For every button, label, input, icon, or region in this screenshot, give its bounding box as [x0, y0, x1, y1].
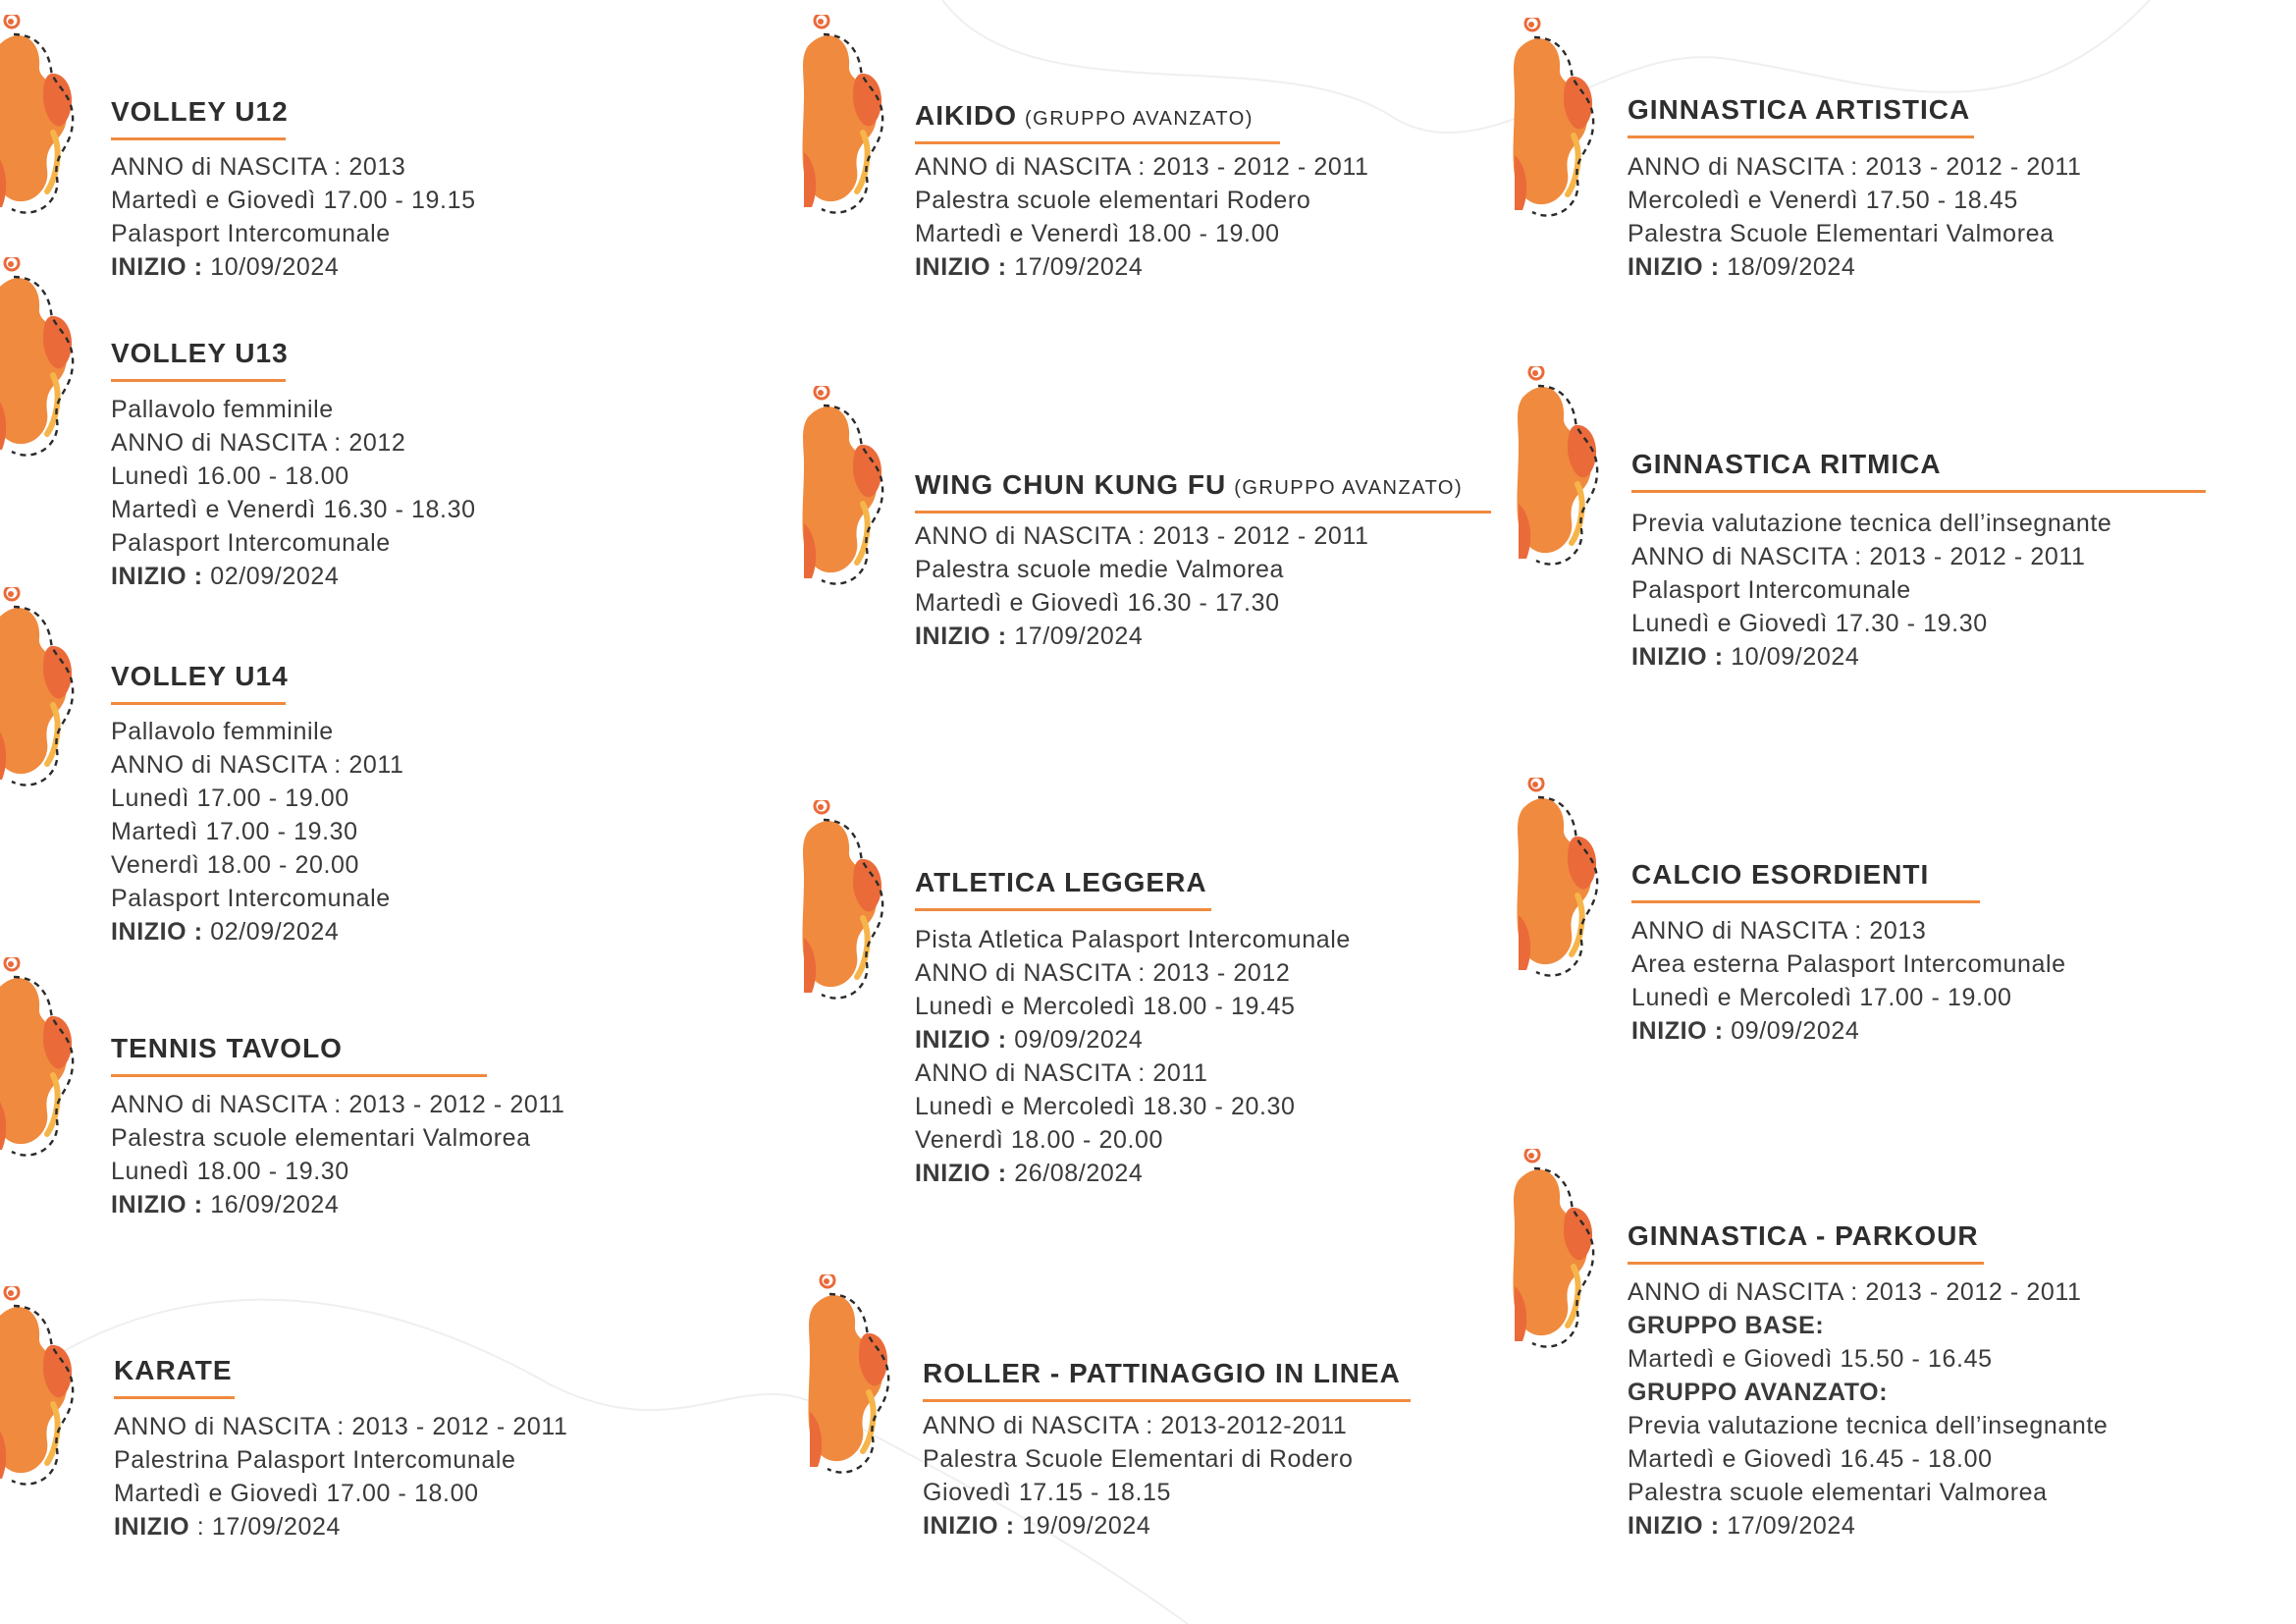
- detail-line: [1628, 1342, 2108, 1376]
- activity-details: [111, 150, 476, 284]
- detail-text: 09/09/2024: [1006, 1026, 1144, 1054]
- detail-label: INIZIO :: [111, 918, 203, 946]
- activity-title-text: TENNIS TAVOLO: [111, 1033, 343, 1063]
- detail-label: INIZIO :: [915, 253, 1007, 281]
- detail-text: Martedì e Giovedì 16.30 - 17.30: [915, 589, 1280, 617]
- detail-text: ANNO di NASCITA : 2013 - 2012 - 2011: [1628, 153, 2082, 181]
- activity-title: [915, 469, 1463, 501]
- title-underline: [1631, 900, 1980, 903]
- detail-text: ANNO di NASCITA : 2011: [111, 751, 404, 779]
- detail-line: [111, 815, 404, 848]
- activity-details: [915, 519, 1369, 653]
- title-underline: [111, 137, 286, 140]
- detail-line: [1631, 507, 2111, 540]
- detail-line: [923, 1442, 1353, 1476]
- activity-subtitle: (GRUPPO AVANZATO): [1234, 477, 1464, 499]
- orange-blob-icon: [0, 957, 80, 1164]
- detail-text: Lunedì e Giovedì 17.30 - 19.30: [1631, 610, 1988, 637]
- activity-details: [111, 393, 476, 593]
- detail-line: [114, 1510, 568, 1543]
- detail-text: 09/09/2024: [1723, 1017, 1860, 1045]
- title-underline: [915, 511, 1491, 514]
- activity-title: [1631, 859, 1929, 891]
- detail-label: INIZIO :: [111, 1191, 203, 1218]
- orange-blob-icon: [808, 1274, 896, 1481]
- detail-text: 10/09/2024: [202, 253, 340, 281]
- title-underline: [111, 1074, 487, 1077]
- detail-text: Palestrina Palasport Intercomunale: [114, 1446, 516, 1474]
- detail-text: Giovedì 17.15 - 18.15: [923, 1479, 1172, 1506]
- detail-line: [111, 526, 476, 560]
- detail-text: Martedì e Giovedì 16.45 - 18.00: [1628, 1445, 1993, 1473]
- detail-label: INIZIO :: [1631, 643, 1724, 671]
- detail-text: Palestra Scuole Elementari Valmorea: [1628, 220, 2055, 247]
- title-underline: [111, 379, 286, 382]
- detail-text: Palasport Intercomunale: [1631, 576, 1911, 604]
- activity-title-text: KARATE: [114, 1355, 233, 1385]
- detail-line: [915, 620, 1369, 653]
- activity-title: [915, 100, 1254, 132]
- activity-title-text: AIKIDO: [915, 100, 1017, 131]
- detail-text: ANNO di NASCITA : 2013: [1631, 917, 1927, 945]
- detail-line: [915, 990, 1351, 1023]
- detail-text: 18/09/2024: [1719, 253, 1856, 281]
- detail-text: Martedì e Venerdì 18.00 - 19.00: [915, 220, 1280, 247]
- detail-text: Palasport Intercomunale: [111, 885, 391, 912]
- detail-line: [111, 560, 476, 593]
- detail-line: [915, 1090, 1351, 1123]
- detail-text: Previa valutazione tecnica dell’insegnante: [1628, 1412, 2109, 1439]
- detail-text: Venerdì 18.00 - 20.00: [111, 851, 360, 879]
- detail-text: Martedì 17.00 - 19.30: [111, 818, 358, 845]
- detail-line: [1631, 573, 2111, 607]
- detail-line: [1628, 184, 2082, 217]
- detail-text: Pista Atletica Palasport Intercomunale: [915, 926, 1351, 953]
- detail-line: [114, 1410, 568, 1443]
- detail-line: [111, 715, 404, 748]
- detail-line: [915, 1056, 1351, 1090]
- detail-line: [111, 426, 476, 460]
- detail-line: [1631, 981, 2066, 1014]
- activity-details: [111, 715, 404, 948]
- orange-blob-icon: [1513, 18, 1601, 224]
- detail-text: Lunedì 16.00 - 18.00: [111, 462, 349, 490]
- detail-line: [915, 1123, 1351, 1157]
- orange-blob-icon: [1517, 366, 1605, 572]
- detail-line: [1628, 1376, 2108, 1409]
- activity-title-text: GINNASTICA ARTISTICA: [1628, 94, 1971, 125]
- detail-line: [1631, 1014, 2066, 1048]
- activity-title-text: VOLLEY U12: [111, 96, 289, 127]
- detail-line: [1628, 217, 2082, 250]
- title-underline: [1631, 490, 2206, 493]
- detail-text: 17/09/2024: [1006, 623, 1144, 650]
- detail-label: INIZIO :: [923, 1512, 1015, 1540]
- activity-title: [915, 867, 1207, 898]
- title-underline: [1628, 135, 1974, 138]
- detail-line: [111, 782, 404, 815]
- detail-line: [111, 393, 476, 426]
- activity-details: [1628, 150, 2082, 284]
- detail-line: [915, 586, 1369, 620]
- detail-text: 17/09/2024: [1006, 253, 1144, 281]
- detail-line: [1628, 1476, 2108, 1509]
- detail-text: 02/09/2024: [202, 918, 340, 946]
- detail-line: [915, 150, 1369, 184]
- detail-label: GRUPPO BASE:: [1628, 1312, 1825, 1339]
- detail-label: INIZIO :: [111, 253, 203, 281]
- activity-details: [111, 1088, 565, 1221]
- activity-details: [1631, 507, 2111, 674]
- detail-line: [1628, 150, 2082, 184]
- detail-text: 26/08/2024: [1006, 1160, 1144, 1187]
- activity-title-text: GINNASTICA - PARKOUR: [1628, 1220, 1979, 1251]
- title-underline: [923, 1399, 1411, 1402]
- detail-line: [111, 1188, 565, 1221]
- activity-title-text: VOLLEY U14: [111, 661, 289, 691]
- title-underline: [915, 908, 1211, 911]
- activity-title-text: ROLLER - PATTINAGGIO IN LINEA: [923, 1358, 1401, 1388]
- detail-text: 10/09/2024: [1723, 643, 1860, 671]
- detail-text: ANNO di NASCITA : 2013-2012-2011: [923, 1412, 1348, 1439]
- detail-line: [111, 748, 404, 782]
- activity-title: [1628, 94, 1970, 126]
- activity-title-text: ATLETICA LEGGERA: [915, 867, 1207, 897]
- detail-label: INIZIO :: [915, 623, 1007, 650]
- detail-line: [1628, 1509, 2108, 1543]
- orange-blob-icon: [802, 386, 890, 592]
- activity-title-text: CALCIO ESORDIENTI: [1631, 859, 1930, 890]
- detail-text: Palestra scuole elementari Rodero: [915, 187, 1311, 214]
- detail-text: Palestra Scuole Elementari di Rodero: [923, 1445, 1354, 1473]
- detail-line: [111, 1088, 565, 1121]
- detail-text: Lunedì e Mercoledì 18.00 - 19.45: [915, 993, 1296, 1020]
- detail-text: Palestra scuole medie Valmorea: [915, 556, 1285, 583]
- orange-blob-icon: [1513, 1149, 1601, 1355]
- detail-line: [1631, 540, 2111, 573]
- activity-title: [111, 96, 289, 128]
- detail-text: Martedì e Venerdì 16.30 - 18.30: [111, 496, 476, 523]
- orange-blob-icon: [0, 15, 80, 221]
- detail-line: [915, 217, 1369, 250]
- detail-text: Martedì e Giovedì 15.50 - 16.45: [1628, 1345, 1993, 1373]
- activity-title: [114, 1355, 233, 1386]
- detail-line: [915, 553, 1369, 586]
- activity-details: [923, 1409, 1353, 1543]
- detail-line: [915, 956, 1351, 990]
- detail-line: [1628, 250, 2082, 284]
- detail-line: [915, 250, 1369, 284]
- title-underline: [1628, 1262, 1984, 1265]
- detail-line: [1628, 1442, 2108, 1476]
- detail-line: [1631, 947, 2066, 981]
- detail-label: GRUPPO AVANZATO:: [1628, 1379, 1889, 1406]
- orange-blob-icon: [0, 1286, 80, 1492]
- detail-line: [111, 1155, 565, 1188]
- detail-text: ANNO di NASCITA : 2013: [111, 153, 406, 181]
- detail-label: INIZIO :: [1628, 1512, 1720, 1540]
- detail-text: 16/09/2024: [202, 1191, 340, 1218]
- detail-line: [1631, 914, 2066, 947]
- activity-details: [915, 150, 1369, 284]
- detail-text: ANNO di NASCITA : 2012: [111, 429, 406, 457]
- detail-line: [915, 519, 1369, 553]
- detail-line: [915, 1023, 1351, 1056]
- detail-line: [111, 493, 476, 526]
- detail-line: [1631, 607, 2111, 640]
- title-underline: [114, 1396, 235, 1399]
- activity-title-text: WING CHUN KUNG FU: [915, 469, 1227, 500]
- detail-line: [111, 460, 476, 493]
- detail-text: Lunedì e Mercoledì 18.30 - 20.30: [915, 1093, 1296, 1120]
- detail-text: : 17/09/2024: [189, 1513, 341, 1541]
- detail-text: ANNO di NASCITA : 2013 - 2012 - 2011: [111, 1091, 565, 1118]
- detail-line: [111, 217, 476, 250]
- detail-text: ANNO di NASCITA : 2013 - 2012 - 2011: [915, 522, 1369, 550]
- detail-text: 17/09/2024: [1719, 1512, 1856, 1540]
- orange-blob-icon: [1517, 778, 1605, 984]
- detail-text: Martedì e Giovedì 17.00 - 18.00: [114, 1480, 479, 1507]
- activity-title: [111, 338, 289, 369]
- detail-text: Palasport Intercomunale: [111, 220, 391, 247]
- detail-label: INIZIO :: [1628, 253, 1720, 281]
- detail-text: 02/09/2024: [202, 563, 340, 590]
- detail-line: [1628, 1309, 2108, 1342]
- detail-label: INIZIO :: [111, 563, 203, 590]
- detail-line: [923, 1409, 1353, 1442]
- detail-text: Palestra scuole elementari Valmorea: [1628, 1479, 2048, 1506]
- detail-text: Palestra scuole elementari Valmorea: [111, 1124, 531, 1152]
- activity-title: [111, 1033, 343, 1064]
- detail-text: Martedì e Giovedì 17.00 - 19.15: [111, 187, 476, 214]
- activity-subtitle: (GRUPPO AVANZATO): [1025, 108, 1254, 130]
- detail-label: INIZIO :: [915, 1160, 1007, 1187]
- activity-details: [915, 923, 1351, 1190]
- detail-text: ANNO di NASCITA : 2013 - 2012 - 2011: [1631, 543, 2086, 570]
- activity-title: [923, 1358, 1401, 1389]
- detail-line: [1631, 640, 2111, 674]
- detail-label: INIZIO :: [915, 1026, 1007, 1054]
- activity-details: [114, 1410, 568, 1543]
- detail-line: [1628, 1275, 2108, 1309]
- detail-line: [1628, 1409, 2108, 1442]
- detail-text: Lunedì 17.00 - 19.00: [111, 785, 349, 812]
- detail-text: Pallavolo femminile: [111, 396, 334, 423]
- activity-title: [1628, 1220, 1979, 1252]
- activity-title-text: GINNASTICA RITMICA: [1631, 449, 1942, 479]
- detail-text: Area esterna Palasport Intercomunale: [1631, 950, 2066, 978]
- detail-line: [923, 1509, 1353, 1543]
- detail-line: [111, 915, 404, 948]
- detail-text: Venerdì 18.00 - 20.00: [915, 1126, 1164, 1154]
- detail-line: [915, 1157, 1351, 1190]
- detail-line: [111, 250, 476, 284]
- detail-line: [111, 1121, 565, 1155]
- detail-text: Mercoledì e Venerdì 17.50 - 18.45: [1628, 187, 2018, 214]
- detail-label: INIZIO :: [1631, 1017, 1724, 1045]
- detail-line: [114, 1477, 568, 1510]
- activity-title: [1631, 449, 1942, 480]
- detail-text: 19/09/2024: [1014, 1512, 1151, 1540]
- detail-text: Lunedì 18.00 - 19.30: [111, 1158, 349, 1185]
- detail-text: ANNO di NASCITA : 2013 - 2012 - 2011: [1628, 1278, 2082, 1306]
- activity-details: [1631, 914, 2066, 1048]
- detail-text: ANNO di NASCITA : 2011: [915, 1059, 1208, 1087]
- orange-blob-icon: [802, 15, 890, 221]
- detail-line: [915, 923, 1351, 956]
- detail-line: [111, 882, 404, 915]
- detail-line: [111, 184, 476, 217]
- detail-text: ANNO di NASCITA : 2013 - 2012: [915, 959, 1291, 987]
- detail-line: [923, 1476, 1353, 1509]
- detail-line: [114, 1443, 568, 1477]
- detail-text: Lunedì e Mercoledì 17.00 - 19.00: [1631, 984, 2012, 1011]
- detail-line: [111, 848, 404, 882]
- detail-text: Pallavolo femminile: [111, 718, 334, 745]
- detail-line: [915, 184, 1369, 217]
- detail-text: Palasport Intercomunale: [111, 529, 391, 557]
- activity-title-text: VOLLEY U13: [111, 338, 289, 368]
- orange-blob-icon: [802, 800, 890, 1006]
- detail-label: INIZIO: [114, 1513, 190, 1541]
- detail-text: Previa valutazione tecnica dell’insegnante: [1631, 510, 2112, 537]
- orange-blob-icon: [0, 257, 80, 463]
- detail-text: ANNO di NASCITA : 2013 - 2012 - 2011: [114, 1413, 568, 1440]
- orange-blob-icon: [0, 587, 80, 793]
- detail-text: ANNO di NASCITA : 2013 - 2012 - 2011: [915, 153, 1369, 181]
- detail-line: [111, 150, 476, 184]
- activity-title: [111, 661, 289, 692]
- activity-details: [1628, 1275, 2108, 1543]
- title-underline: [915, 141, 1280, 144]
- title-underline: [111, 702, 286, 705]
